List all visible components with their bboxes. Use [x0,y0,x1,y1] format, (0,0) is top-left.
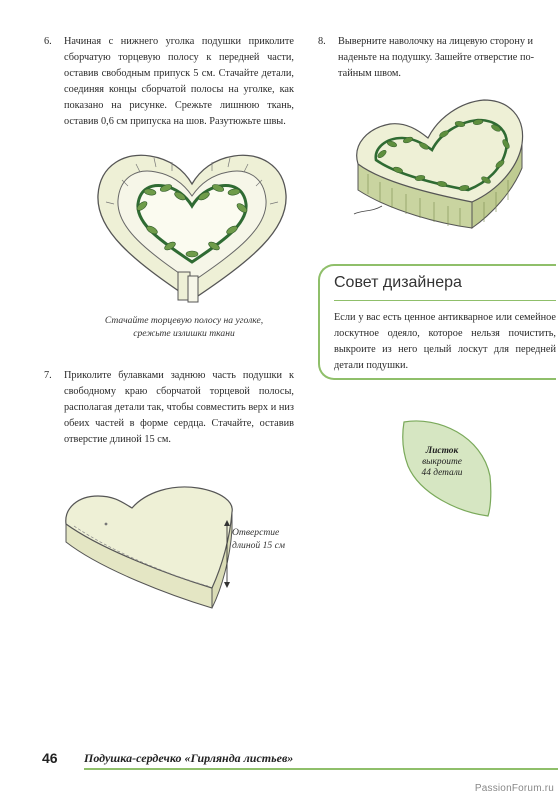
caption-line: длиной 15 см [232,540,285,551]
designer-tip-box [318,264,556,380]
step-line: Выверните наволочку на лицевую сторону и [338,36,534,47]
page-footer [0,748,558,772]
opening-arrow-icon [222,518,232,590]
template-instruction: выкроите [422,457,462,467]
leaf-template-label [412,446,472,479]
caption-line: срежьте излишки ткани [133,328,235,339]
template-count: 44 детали [421,468,463,478]
step-text: Начиная с нижнего уголка подушки приколите сборчатую торцевую полосу к передней части, оставив свободным припуск 5 см. Стачайте детали, соединяя концы сборчатой полосы на уголке, как показано на рисунке. Срежьте лишнюю ткань, оставив 0,6 см припуска на шов. Разутюжьте швы. [64,36,294,127]
tip-divider [334,300,556,301]
step-8 [318,34,558,82]
figure-caption-2 [232,526,312,552]
footer-rule [84,768,558,770]
step-line: тайным швом. [338,68,401,79]
tip-text: Если у вас есть ценное антикварное или семейное лоскутное одеяло, которое нельзя почистить, выкроите из него целый лоскут для передней детали подушки. [334,312,556,371]
step-text: Приколите булавками заднюю часть подушки к свободному краю сборчатой торцевой полосы, располагая детали так, чтобы совместить верх и низ обеих частей в форме сердца. Стачайте, оставив отверстие длиной 15 см. [64,370,294,445]
finished-heart-cushion-illustration [352,94,528,234]
figure-caption-1 [64,314,304,340]
watermark: PassionForum.ru [474,783,554,794]
caption-line: Стачайте торцевую полосу на уголке, [104,315,264,326]
step-number: 7. [44,370,52,381]
heart-front-gathered-illustration [92,150,292,310]
tip-title: Совет дизайнера [334,274,462,291]
page-number: 46 [42,750,58,766]
step-text [338,34,558,82]
step-number: 8. [318,36,326,47]
caption-line: Отверстие [232,527,280,538]
step-7 [44,368,294,448]
heart-cushion-back-illustration [62,478,238,610]
step-6 [44,34,294,130]
footer-title: Подушка-сердечко «Гирлянда листьев» [84,751,294,765]
template-name: Листок [425,446,459,456]
step-number: 6. [44,36,52,47]
step-line: наденьте на подушку. Зашейте отверстие по- [338,52,535,63]
